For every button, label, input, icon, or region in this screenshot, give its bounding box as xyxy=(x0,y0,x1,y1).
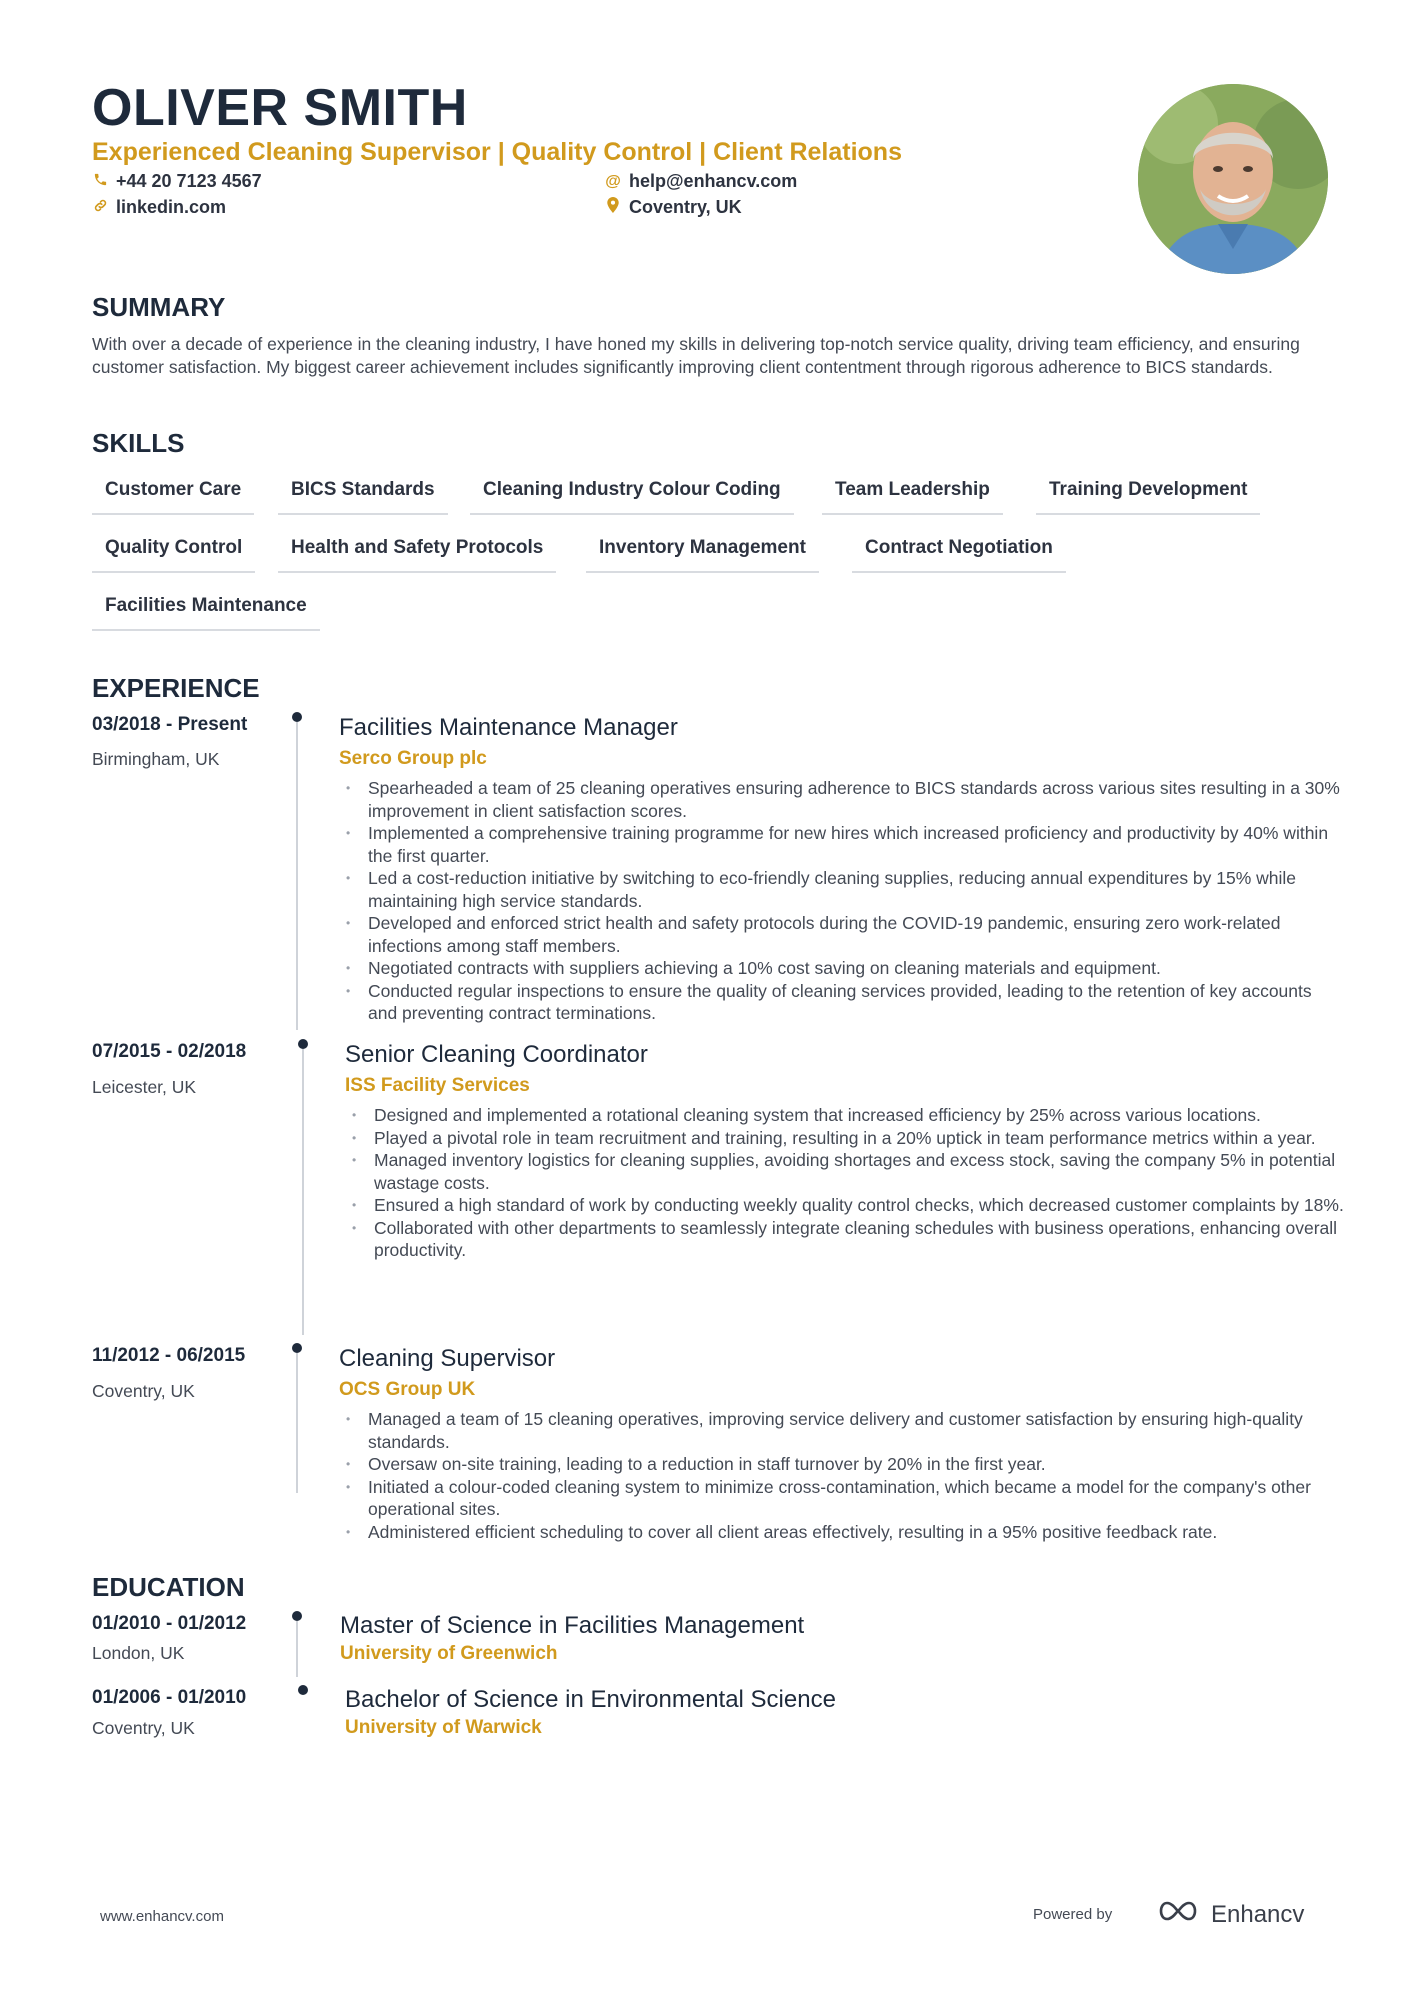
skills-heading: SKILLS xyxy=(92,428,185,458)
contact-linkedin[interactable] xyxy=(92,197,226,218)
timeline-dot xyxy=(298,1685,308,1695)
list-item: • Managed a team of 15 cleaning operatives, improving service delivery and customer satisfaction by ensuring high-quality standards. xyxy=(342,1408,1342,1453)
skill-tag: BICS Standards xyxy=(278,479,448,515)
timeline-dot xyxy=(292,712,302,722)
job-bullets xyxy=(342,1408,1342,1543)
footer-powered-by: Powered by xyxy=(1033,1906,1113,1923)
candidate-name: OLIVER SMITH xyxy=(92,79,468,137)
job-title: Facilities Maintenance Manager xyxy=(339,714,678,741)
email-text: help@enhancv.com xyxy=(629,171,798,191)
skill-tag: Training Development xyxy=(1036,479,1260,515)
skill-tag: Contract Negotiation xyxy=(852,537,1066,573)
school-name: University of Warwick xyxy=(345,1717,542,1738)
education-dates: 01/2010 - 01/2012 xyxy=(92,1613,247,1634)
list-item: • Negotiated contracts with suppliers achieving a 10% cost saving on cleaning materials and equipment. xyxy=(342,957,1342,980)
experience-heading: EXPERIENCE xyxy=(92,673,260,703)
company-name: Serco Group plc xyxy=(339,748,487,769)
list-item: • Led a cost-reduction initiative by switching to eco-friendly cleaning supplies, reducing annual expenditures by 15% while maintaining high service standards. xyxy=(342,867,1342,912)
list-item: • Ensured a high standard of work by conducting weekly quality control checks, which decreased customer complaints by 18%. xyxy=(348,1194,1348,1217)
timeline-dot xyxy=(298,1039,308,1049)
brand-text: Enhancv xyxy=(1211,1900,1305,1928)
contact-phone xyxy=(92,171,262,192)
infinity-icon xyxy=(1155,1899,1201,1930)
timeline-dot xyxy=(292,1343,302,1353)
company-name: OCS Group UK xyxy=(339,1379,476,1400)
contact-email[interactable] xyxy=(605,171,797,192)
education-dates: 01/2006 - 01/2010 xyxy=(92,1687,247,1708)
list-item: • Initiated a colour-coded cleaning system to minimize cross-contamination, which became a model for the company's other operational sites. xyxy=(342,1476,1342,1521)
job-title: Cleaning Supervisor xyxy=(339,1345,556,1372)
at-icon: @ xyxy=(605,172,621,190)
enhancv-logo[interactable] xyxy=(1155,1899,1304,1930)
job-title: Senior Cleaning Coordinator xyxy=(345,1041,648,1068)
skill-tag: Team Leadership xyxy=(822,479,1003,515)
list-item: • Played a pivotal role in team recruitment and training, resulting in a 20% uptick in team performance metrics within a year. xyxy=(348,1127,1348,1150)
timeline-line xyxy=(296,1353,298,1493)
timeline-line xyxy=(302,1049,304,1335)
list-item: • Designed and implemented a rotational cleaning system that increased efficiency by 25% across various locations. xyxy=(348,1104,1348,1127)
skill-tag: Health and Safety Protocols xyxy=(278,537,556,573)
list-item: • Oversaw on-site training, leading to a reduction in staff turnover by 20% in the first year. xyxy=(342,1453,1342,1476)
candidate-tagline: Experienced Cleaning Supervisor | Quality Control | Client Relations xyxy=(92,138,902,166)
list-item: • Managed inventory logistics for cleaning supplies, avoiding shortages and excess stock, saving the company 5% in potential wastage costs. xyxy=(348,1149,1348,1194)
job-dates: 11/2012 - 06/2015 xyxy=(92,1345,246,1366)
job-location: Coventry, UK xyxy=(92,1381,195,1401)
skill-tag: Facilities Maintenance xyxy=(92,595,320,631)
link-icon xyxy=(92,198,108,218)
skill-tag: Quality Control xyxy=(92,537,255,573)
timeline-line xyxy=(296,722,298,1030)
education-heading: EDUCATION xyxy=(92,1572,245,1602)
education-location: London, UK xyxy=(92,1643,185,1663)
phone-icon xyxy=(92,172,108,192)
job-location: Leicester, UK xyxy=(92,1077,197,1097)
linkedin-text: linkedin.com xyxy=(116,197,227,217)
skill-tag: Cleaning Industry Colour Coding xyxy=(470,479,794,515)
job-bullets xyxy=(348,1104,1348,1262)
list-item: • Administered efficient scheduling to cover all client areas effectively, resulting in a 95% positive feedback rate. xyxy=(342,1521,1342,1544)
phone-text: +44 20 7123 4567 xyxy=(116,171,262,191)
company-name: ISS Facility Services xyxy=(345,1075,530,1096)
degree-title: Master of Science in Facilities Management xyxy=(340,1612,805,1639)
school-name: University of Greenwich xyxy=(340,1643,558,1664)
list-item: • Spearheaded a team of 25 cleaning operatives ensuring adherence to BICS standards across various sites resulting in a 30% improvement in client satisfaction scores. xyxy=(342,777,1342,822)
list-item: • Conducted regular inspections to ensure the quality of cleaning services provided, leading to the retention of key accounts and preventing contract terminations. xyxy=(342,980,1342,1025)
job-dates: 07/2015 - 02/2018 xyxy=(92,1041,247,1062)
timeline-dot xyxy=(292,1611,302,1621)
education-location: Coventry, UK xyxy=(92,1718,195,1738)
job-bullets xyxy=(342,777,1342,1025)
list-item: • Collaborated with other departments to seamlessly integrate cleaning schedules with business operations, enhancing overall productivity. xyxy=(348,1217,1348,1262)
location-text: Coventry, UK xyxy=(629,197,742,217)
job-dates: 03/2018 - Present xyxy=(92,714,248,735)
skill-tag: Customer Care xyxy=(92,479,254,515)
footer-website[interactable]: www.enhancv.com xyxy=(100,1908,224,1925)
map-pin-icon xyxy=(605,197,621,218)
profile-photo xyxy=(1138,84,1328,274)
skill-tag: Inventory Management xyxy=(586,537,819,573)
job-location: Birmingham, UK xyxy=(92,749,220,769)
summary-text: With over a decade of experience in the cleaning industry, I have honed my skills in delivering top-notch service quality, driving team efficiency, and ensuring customer satisfaction. My biggest career achievement includes significantly improving client contentment through rigorous adherence to BICS standards. xyxy=(92,334,1300,377)
list-item: • Developed and enforced strict health and safety protocols during the COVID-19 pandemic, ensuring zero work-related infections among staff members. xyxy=(342,912,1342,957)
degree-title: Bachelor of Science in Environmental Science xyxy=(345,1686,836,1713)
contact-location xyxy=(605,197,742,218)
summary-heading: SUMMARY xyxy=(92,292,226,322)
timeline-line xyxy=(296,1621,298,1677)
list-item: • Implemented a comprehensive training programme for new hires which increased proficiency and productivity by 40% within the first quarter. xyxy=(342,822,1342,867)
